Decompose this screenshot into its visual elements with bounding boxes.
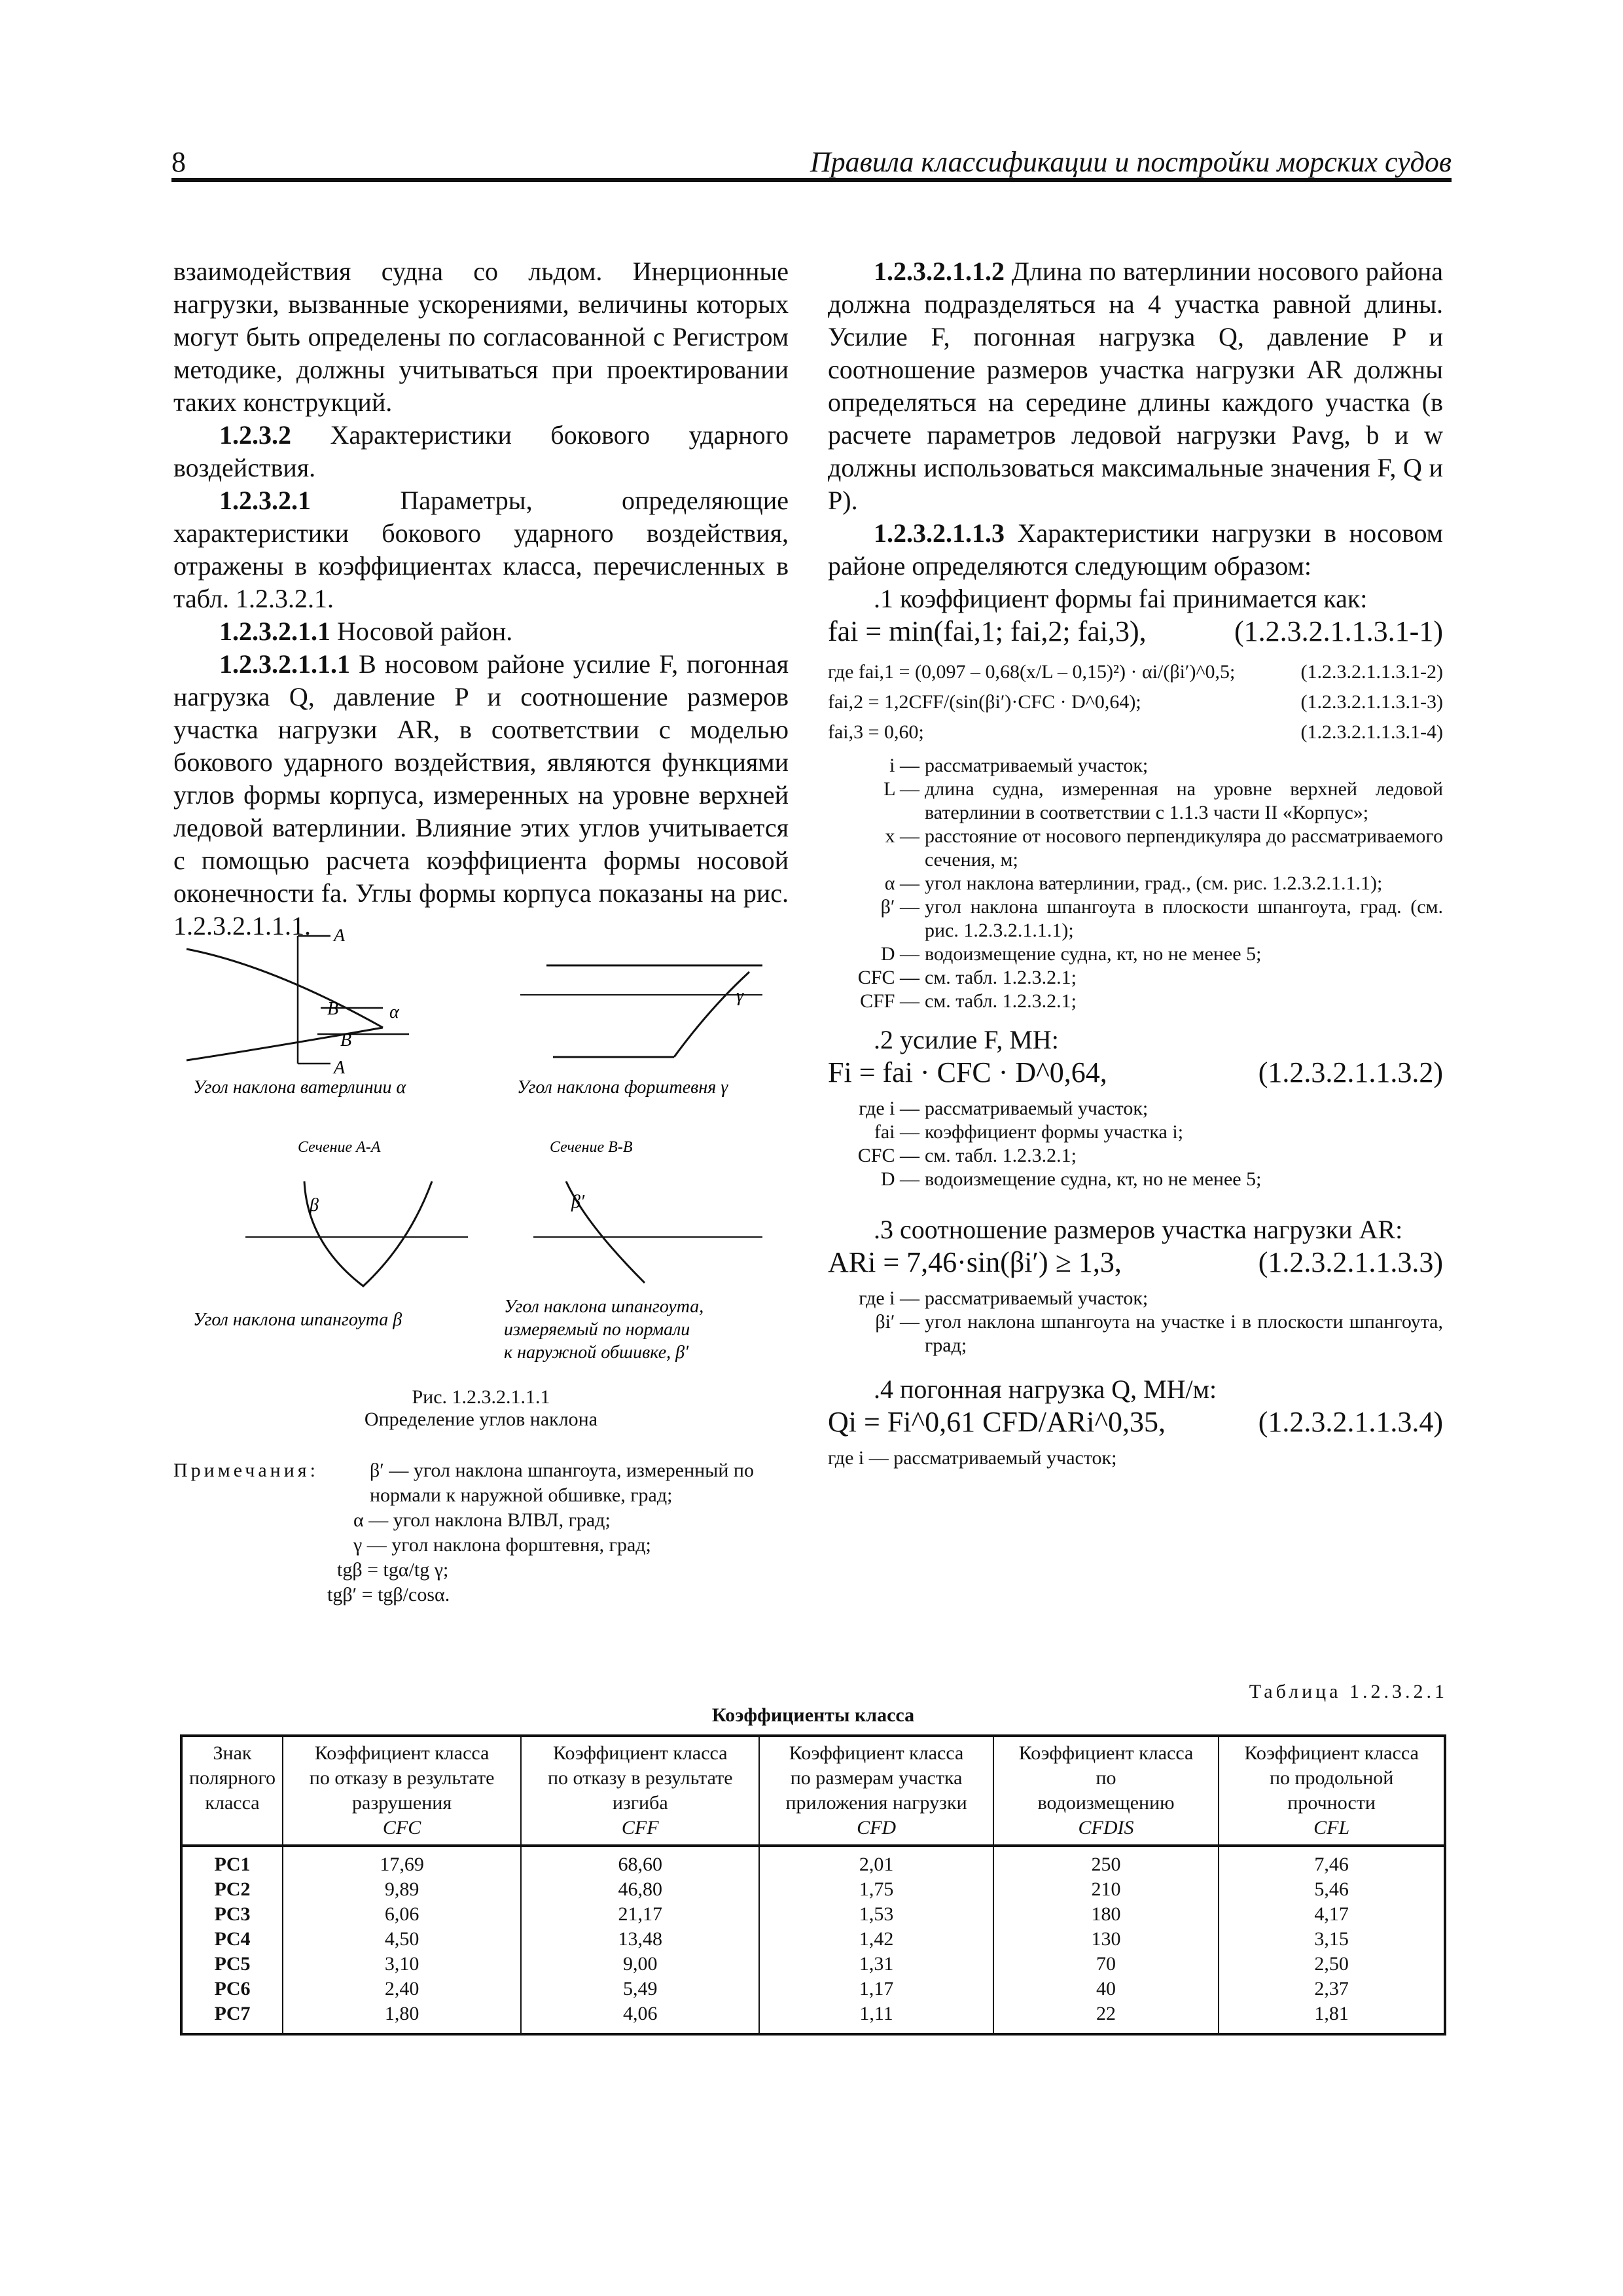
header-cfl: Коэффициент класса по продольной прочности CFL <box>1219 1736 1445 1846</box>
para-1-2-3-2-1-1-3: 1.2.3.2.1.1.3 Характеристики нагрузки в носовом районе определяются следующим образом: <box>828 518 1443 581</box>
subsection-shape-coefficient: .1 коэффициент формы fai принимается как: <box>874 584 1368 613</box>
definition-line-load: где i — рассматриваемый участок; <box>828 1447 1117 1469</box>
caption-waterline-angle: Угол наклона ватерлинии α <box>193 1077 406 1098</box>
subsection-force: .2 усилие F, МН: <box>874 1025 1059 1054</box>
table-label: Таблица 1.2.3.2.1 <box>1249 1681 1448 1702</box>
note-alpha: α — угол наклона ВЛВЛ, град; <box>353 1509 611 1531</box>
label-beta: β <box>310 1195 319 1215</box>
label-section-a-bottom: A <box>334 1058 346 1078</box>
para-1-2-3-2: 1.2.3.2 Характеристики бокового ударного воздействия. <box>173 420 789 482</box>
table-title: Коэффициенты класса <box>711 1704 915 1726</box>
waterline-upper-curve <box>187 949 383 1028</box>
table-header-row <box>181 1736 1445 1846</box>
equation-aspect-ratio: ARi = 7,46·sin(βi′) ≥ 1,3, (1.2.3.2.1.1.3.3) <box>828 1246 1443 1278</box>
caption-section-bb: Сечение В-В <box>550 1139 633 1156</box>
caption-frame-angle: Угол наклона шпангоута β <box>193 1310 402 1330</box>
label-section-a-top: A <box>334 929 346 946</box>
label-beta-prime: β′ <box>571 1192 585 1212</box>
figure-caption <box>173 1386 789 1431</box>
equation-fa2: fai,2 = 1,2CFF/(sin(βi′)·CFC · D^0,64); (1.2.3.2.1.1.3.1-3) <box>828 691 1443 713</box>
note-tg-beta: tgβ = tgα/tg γ; <box>337 1559 449 1581</box>
equation-force: Fi = fai · CFC · D^0,64, (1.2.3.2.1.1.3.2) <box>828 1056 1443 1088</box>
caption-frame-normal-2: измеряемый по нормали <box>504 1319 690 1340</box>
table-row: PC2 9,89 46,80 1,75 210 5,46 <box>181 1877 1445 1902</box>
figure-number: Рис. 1.2.3.2.1.1.1 <box>412 1386 550 1408</box>
subsection-aspect-ratio: .3 соотношение размеров участка нагрузки AR: <box>874 1215 1403 1244</box>
table-row: PC3 6,06 21,17 1,53 180 4,17 <box>181 1902 1445 1927</box>
header-cfc: Коэффициент класса по отказу в результате разрушения CFC <box>283 1736 521 1846</box>
label-gamma: γ <box>736 986 744 1006</box>
figure-title: Определение углов наклона <box>364 1408 598 1430</box>
label-alpha: α <box>389 1002 399 1022</box>
para-1-2-3-2-1-1-2: 1.2.3.2.1.1.2 Длина по ватерлинии носового района должна подразделяться на 4 участка равной длины. Усилие F, погонная нагрузка Q, давление P и соотношение размеров участка нагрузки AR должны определяться на середине длины каждого участка (в расчете параметров ледовой нагрузки Pavg, b и w должны использоваться максимальные значения F, Q и P). <box>828 257 1443 515</box>
note-gamma: γ — угол наклона форштевня, град; <box>353 1534 651 1556</box>
table-row: PC4 4,50 13,48 1,42 130 3,15 <box>181 1927 1445 1952</box>
definitions-fa: i — рассматриваемый участок; L — длина судна, измеренная на уровне верхней ледовой ватерлинии в соответствии с 1.1.3 части II «Корпус»; x — расстояние от носового перпендикуляра до рассматриваемого сечения, м; α — угол наклона ватерлинии, град., (см. рис. 1.2.3.2.1.1.1); β′ — угол наклона шпангоута в плоскости шпангоута, град. (см. рис. 1.2.3.2.1.1.1); D — водоизмещение судна, кт, но не менее 5; CFC — см. табл. 1.2.3.2.1; CFF — см. табл. 1.2.3.2.1; <box>857 755 1443 1012</box>
notes-block <box>173 1458 789 1607</box>
table-row: PC6 2,40 5,49 1,17 40 2,37 <box>181 1977 1445 2001</box>
header-rule <box>171 178 1452 182</box>
notes-label: Примечания: <box>173 1460 319 1481</box>
note-beta-prime: β′ — угол наклона шпангоута, измеренный по нормали к наружной обшивке, град; <box>370 1460 754 1506</box>
header-cfdis: Коэффициент класса по водоизмещению CFDIS <box>993 1736 1219 1846</box>
header-polar-class: Знак полярного класса <box>181 1736 283 1846</box>
caption-section-aa: Сечение А-А <box>298 1139 381 1156</box>
note-tg-beta-prime: tgβ′ = tgβ/cosα. <box>327 1584 450 1605</box>
running-title: Правила классификации и постройки морских судов <box>810 146 1452 178</box>
waterline-lower-curve <box>187 1028 383 1060</box>
para-1-2-3-2-1-1: 1.2.3.2.1.1 Носовой район. <box>219 617 513 646</box>
hull-angles-figure <box>173 929 789 1374</box>
definitions-aspect-ratio: где i — рассматриваемый участок; βi′ — угол наклона шпангоута на участке i в плоскости шпангоута, град; <box>859 1287 1443 1356</box>
equation-fa: fai = min(fai,1; fai,2; fai,3), (1.2.3.2.1.1.3.1-1) <box>828 615 1443 647</box>
equation-line-load: Qi = Fi^0,61 CFD/ARi^0,35, (1.2.3.2.1.1.3.4) <box>828 1406 1443 1438</box>
subsection-line-load: .4 погонная нагрузка Q, МН/м: <box>874 1374 1217 1404</box>
right-column <box>828 255 1443 1470</box>
label-section-b-top: B <box>327 999 339 1019</box>
header-cfd: Коэффициент класса по размерам участка приложения нагрузки CFD <box>759 1736 993 1846</box>
para-interaction: взаимодействия судна со льдом. Инерционные нагрузки, вызванные ускорениями, величины которых могут быть определены по согласованной с Регистром методике, должны учитываться при проектировании таких конструкций. <box>173 257 789 417</box>
table-row: PC7 1,80 4,06 1,11 22 1,81 <box>181 2001 1445 2034</box>
caption-stem-angle: Угол наклона форштевня γ <box>517 1077 728 1098</box>
frame-section-aa <box>304 1181 432 1286</box>
header-cff: Коэффициент класса по отказу в результате изгиба CFF <box>521 1736 759 1846</box>
stem-line <box>674 972 749 1057</box>
definitions-force: где i — рассматриваемый участок; fai — коэффициент формы участка i; CFC — см. табл. 1.2.3.2.1; D — водоизмещение судна, кт, но не менее 5; <box>857 1098 1262 1190</box>
para-1-2-3-2-1-1-1: 1.2.3.2.1.1.1 В носовом районе усилие F, погонная нагрузка Q, давление P и соотношение размеров участка нагрузки AR, в соответствии с моделью бокового ударного воздействия, являются функциями углов формы корпуса, измеренных на уровне верхней ледовой ватерлинии. Влияние этих углов учитывается с помощью расчета коэффициента формы носовой оконечности fa. Углы формы корпуса показаны на рис. 1.2.3.2.1.1.1. <box>173 649 789 941</box>
page-number: 8 <box>171 146 186 178</box>
class-coefficients-table <box>180 1734 1446 2036</box>
label-section-b-bottom: B <box>340 1030 352 1050</box>
caption-frame-normal-3: к наружной обшивке, β′ <box>504 1342 689 1363</box>
table-row: PC5 3,10 9,00 1,31 70 2,50 <box>181 1952 1445 1977</box>
caption-frame-normal-1: Угол наклона шпангоута, <box>504 1297 704 1317</box>
table-row: PC1 17,69 68,60 2,01 250 7,46 <box>181 1846 1445 1877</box>
equation-fa3: fai,3 = 0,60; (1.2.3.2.1.1.3.1-4) <box>828 721 1443 743</box>
left-column <box>173 255 789 942</box>
equation-fa1: где fai,1 = (0,097 – 0,68(x/L – 0,15)²) · αi/(βi′)^0,5; (1.2.3.2.1.1.3.1-2) <box>828 661 1443 683</box>
para-1-2-3-2-1: 1.2.3.2.1 Параметры, определяющие характеристики бокового ударного воздействия, отражены в коэффициентах класса, перечисленных в табл. 1.2.3.2.1. <box>173 486 789 613</box>
